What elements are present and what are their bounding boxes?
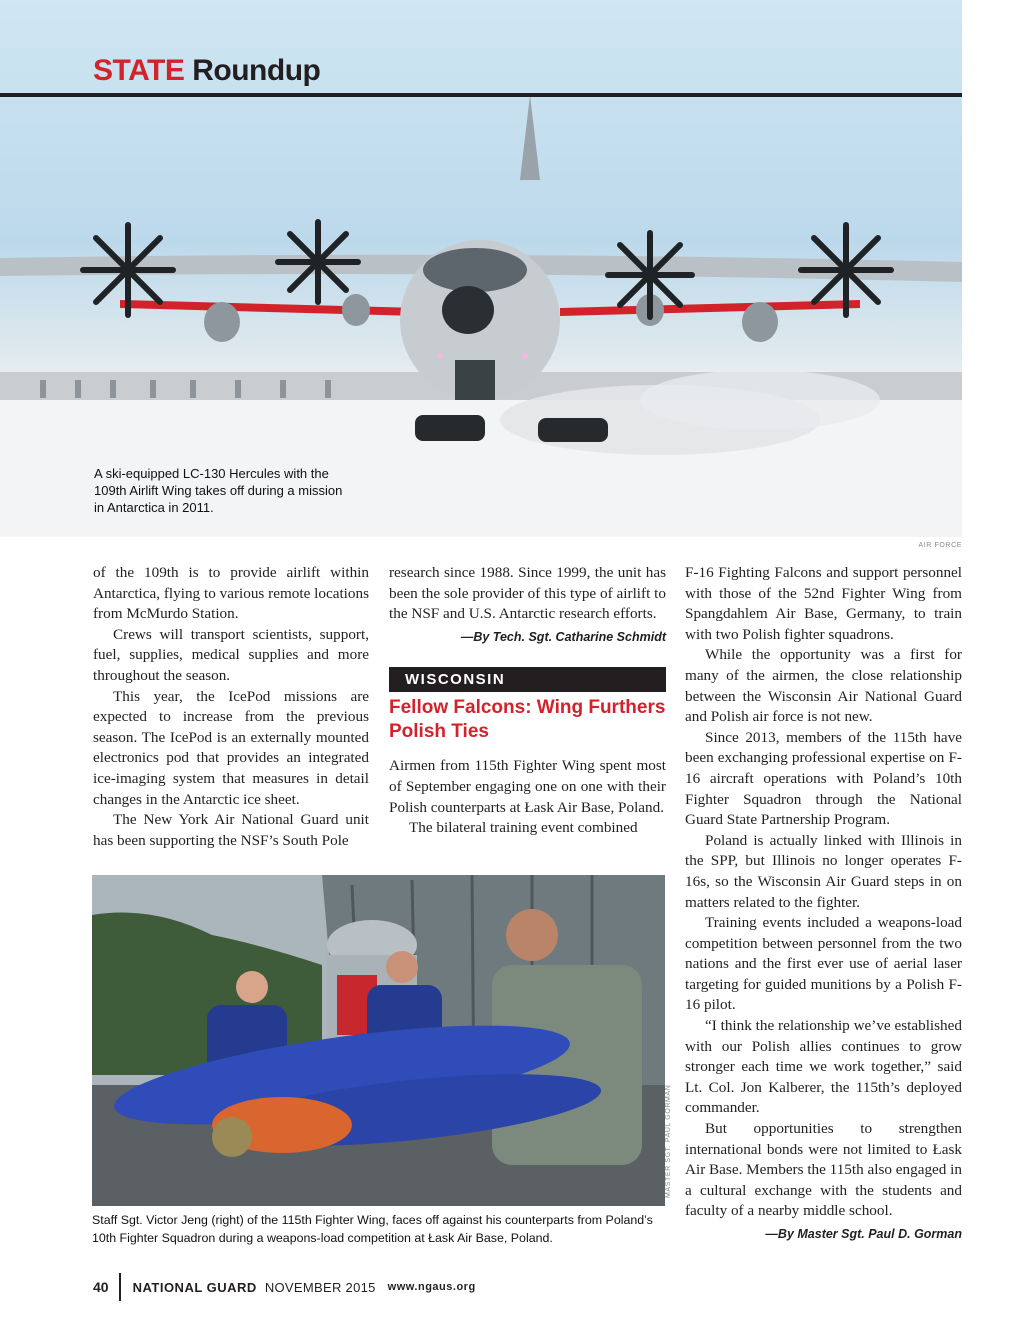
article-column-1 [93, 563, 369, 851]
paragraph: But opportunities to strengthen international bonds were not limited to Łask Air Base. Members the 115th also engaged in a cultural exchange with the students and faculty of a nearby middle school. [685, 1120, 962, 1220]
byline: —By Master Sgt. Paul D. Gorman [765, 1227, 962, 1241]
issue-date: NOVEMBER 2015 [264, 1279, 376, 1295]
section-title-rest: Roundup [184, 54, 321, 87]
magazine-name: NATIONAL GUARD [132, 1279, 257, 1295]
paragraph: Poland is actually linked with Illinois in the SPP, but Illinois no longer operates F-16s, so the Wisconsin Air Guard steps in on matters related to the fighter. [685, 831, 962, 911]
section-title [93, 54, 320, 88]
paragraph: The New York Air National Guard unit has been supporting the NSF’s South Pole [93, 811, 369, 849]
section-title-rule [0, 93, 962, 97]
state-label: WISCONSIN [389, 667, 666, 692]
paragraph: research since 1988. Since 1999, the unit has been the sole provider of this type of airlift to the NSF and U.S. Antarctic research efforts. [389, 564, 666, 623]
byline: —By Tech. Sgt. Catharine Schmidt [460, 629, 666, 644]
paragraph: The bilateral training event combined [409, 819, 638, 837]
weapons-load-photo-credit: MASTER SGT. PAUL GORMAN [665, 1084, 672, 1198]
paragraph: This year, the IcePod missions are expected to increase from the previous season. The IcePod is an externally mounted electronics pod that provides an integrated ice-imaging system that measures in detail changes in the Antarctic ice sheet. [93, 687, 369, 808]
hero-photo-credit: AIR FORCE [918, 542, 962, 549]
weapons-load-illustration [92, 875, 665, 1206]
weapons-load-photo-caption: Staff Sgt. Victor Jeng (right) of the 115th Fighter Wing, faces off against his counterparts from Poland’s 10th Fighter Squadron during a weapons-load competition at Łask Air Base, Poland. [92, 1213, 653, 1245]
paragraph: “I think the relationship we’ve established with our Polish allies continues to grow stronger each time we work together,” said Lt. Col. Jon Kalberer, the 115th’s deployed commander. [685, 1017, 962, 1117]
paragraph: While the opportunity was a first for many of the airmen, the close relationship between the Wisconsin Air National Guard and Polish air force is not new. [685, 646, 962, 726]
paragraph: Training events included a weapons-load competition between personnel from the two nations and the first ever use of aerial laser targeting for guided munitions by a Polish F-16 pilot. [685, 914, 962, 1014]
article-headline: Fellow Falcons: Wing Furthers Polish Ties [389, 697, 666, 743]
paragraph: Since 2013, members of the 115th have been exchanging professional expertise on F-16 aircraft operations with Poland’s 10th Fighter Squadron through the National Guard State Partnership Program. [685, 728, 962, 829]
paragraph: F-16 Fighting Falcons and support personnel with those of the 52nd Fighter Wing from Spangdahlem Air Base, Germany, to train with two Polish fighter squadrons. [685, 564, 962, 643]
article-column-3 [685, 563, 962, 1245]
paragraph: of the 109th is to provide airlift within Antarctica, flying to various remote locations from McMurdo Station. [93, 564, 369, 623]
footer-divider [119, 1273, 121, 1301]
page-number: 40 [93, 1279, 109, 1295]
section-title-highlight: STATE [93, 54, 185, 87]
page-footer [93, 1272, 476, 1302]
paragraph: Crews will transport scientists, support, fuel, supplies, medical supplies and more throughout the season. [93, 625, 369, 684]
website-link[interactable]: www.ngaus.org [387, 1281, 476, 1293]
article-column-2 [389, 563, 666, 839]
weapons-load-photo [92, 875, 665, 1206]
hero-photo-caption: A ski-equipped LC-130 Hercules with the 109th Airlift Wing takes off during a mission in Antarctica in 2011. [94, 466, 343, 515]
paragraph: Airmen from 115th Fighter Wing spent most of September engaging one on one with their Polish counterparts at Łask Air Base, Poland. [389, 757, 666, 816]
